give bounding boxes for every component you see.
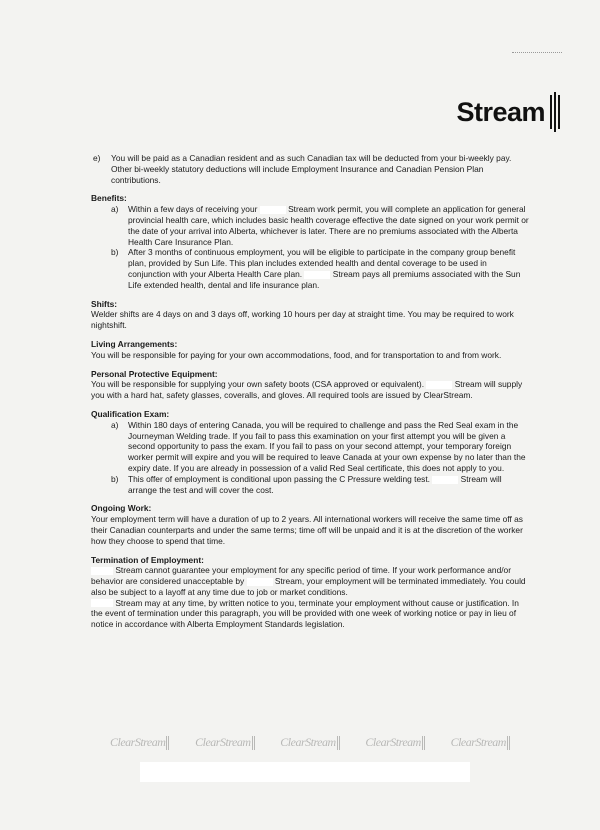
redaction-box <box>247 578 273 586</box>
list-text: Stream pays all premiums associated with the Sun Life extended health, dental and life insurance plan. <box>128 268 521 290</box>
section-heading: Qualification Exam: <box>91 408 170 419</box>
section-text: Welder shifts are 4 days on and 3 days off, working 10 hours per day at straight time. You may be required to work nightshift. <box>91 309 514 331</box>
section-heading: Shifts: <box>91 298 118 309</box>
section-text: Stream may at any time, by written notice to you, terminate your employment without cause or justification. In the event of termination under this paragraph, you will be provided with one week of working notice or pay in lieu of notice in accordance with Alberta Employment Standards legislation. <box>91 597 519 630</box>
section-text: You will be responsible for supplying your own safety boots (CSA approved or equivalent). <box>91 379 425 390</box>
footer-watermarks <box>110 735 510 750</box>
list-text: Within a few days of receiving your <box>128 204 258 215</box>
list-marker: b) <box>111 473 119 484</box>
section-text: Your employment term will have a duration of up to 2 years. All international workers will receive the same time off as their Canadian counterparts and under the same terms; time off will be unpaid and it is at the discretion of the worker how they choose to spend that time. <box>91 514 523 546</box>
list-item-e <box>91 153 531 185</box>
list-text: Within 180 days of entering Canada, you will be required to challenge and pass the Red Seal exam in the Journeyman Welding trade. If you fail to pass this examination on your first attempt you will be given a second opportunity to pass the exam. If you fail to pass on your second attempt, your temporary foreign worker permit will expire and you will be required to leave Canada at your own expense by no later than the expiry date. If you are already in possession of a valid Red Seal certificate, this does not apply to you. <box>128 419 526 473</box>
logo-text: Stream <box>456 96 545 127</box>
list-item-b <box>111 474 531 496</box>
list-text: Stream will arrange the test and will cover the cost. <box>128 473 502 495</box>
redaction-box <box>260 206 286 214</box>
watermark-logo: ClearStream <box>110 735 169 750</box>
section-heading: Termination of Employment: <box>91 554 204 565</box>
company-logo <box>456 92 560 132</box>
list-item-a <box>111 204 531 247</box>
list-text: You will be paid as a Canadian resident and as such Canadian tax will be deducted from your bi-weekly pay. Other bi-weekly statutory deductions will include Employment Insurance and Canadian Pension Plan contributions. <box>111 153 512 185</box>
list-text: After 3 months of continuous employment, you will be eligible to participate in the company group benefit plan, provided by Sun Life. This plan includes extended health and dental coverage to be used in conjunction with your Alberta Health Care plan. <box>128 247 516 279</box>
section-text: You will be responsible for paying for your own accommodations, food, and for transportation to and from work. <box>91 349 502 360</box>
section-heading: Personal Protective Equipment: <box>91 368 218 379</box>
watermark-logo: ClearStream <box>451 735 510 750</box>
section-heading: Living Arrangements: <box>91 338 178 349</box>
letter-body <box>91 153 531 630</box>
section-qualification-exam <box>91 409 531 495</box>
scan-mark <box>512 52 562 56</box>
redaction-box <box>91 567 113 575</box>
redaction-box <box>432 476 458 484</box>
list-text: Stream work permit, you will complete an application for general provincial health care, which includes basic health coverage effective the date signed on your work permit or the date of your arrival into Alberta, whichever is later. There are no premiums associated with the Alberta Health Care Insurance Plan. <box>128 204 529 247</box>
section-text: Stream cannot guarantee your employment for any specific period of time. If your work performance and/or behavior are considered unacceptable by <box>91 565 512 587</box>
section-living <box>91 339 531 361</box>
list-marker: a) <box>111 204 119 215</box>
section-heading: Ongoing Work: <box>91 503 152 514</box>
redaction-box <box>304 271 330 279</box>
watermark-logo: ClearStream <box>280 735 339 750</box>
list-marker: b) <box>111 247 119 258</box>
section-benefits <box>91 193 531 290</box>
section-ppe <box>91 369 531 401</box>
redaction-box <box>426 381 452 389</box>
section-termination <box>91 555 531 631</box>
watermark-logo: ClearStream <box>365 735 424 750</box>
list-text: This offer of employment is conditional upon passing the C Pressure welding test. <box>128 473 430 484</box>
watermark-logo: ClearStream <box>195 735 254 750</box>
logo-bars-icon <box>548 92 560 132</box>
section-text: Stream, your employment will be terminated immediately. You could also be subject to a layoff at any time due to job or market conditions. <box>91 576 526 597</box>
list-item-b <box>111 247 531 290</box>
footer-redaction <box>140 762 470 782</box>
section-text: Stream will supply you with a hard hat, safety glasses, coveralls, and gloves. All required tools are issued by ClearStream. <box>91 379 523 401</box>
section-shifts <box>91 299 531 331</box>
list-item-a <box>111 420 531 474</box>
list-marker: e) <box>93 153 101 163</box>
list-marker: a) <box>111 419 119 430</box>
section-heading: Benefits: <box>91 193 127 204</box>
section-ongoing-work <box>91 503 531 546</box>
redaction-box <box>91 599 113 607</box>
